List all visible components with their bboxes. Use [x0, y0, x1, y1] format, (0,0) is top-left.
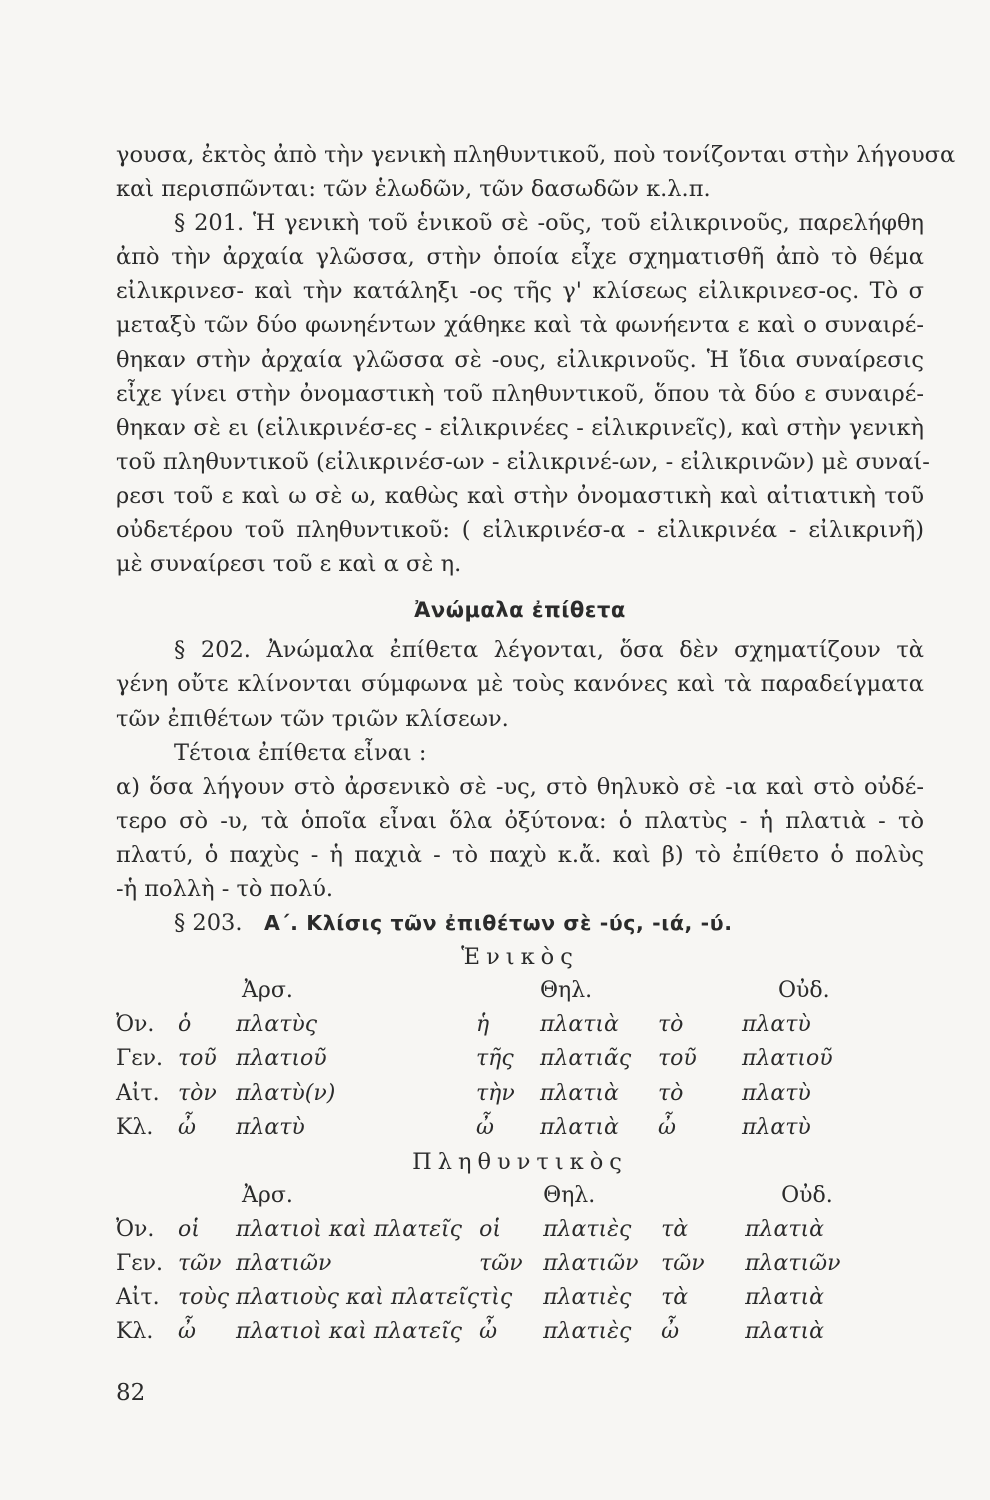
text-line: ρεσι τοῦ ε καὶ ω σὲ ω, καθὼς καὶ στὴν ὀνομαστικὴ καὶ αἰτιατικὴ τοῦ	[116, 482, 924, 509]
table-header-row	[116, 1179, 840, 1213]
text-line: μεταξὺ τῶν δύο φωνηέντων χάθηκε καὶ τὰ φωνήεντα ε καὶ ο συναιρέ-	[116, 312, 924, 339]
case-label: Ὀν.	[116, 1216, 155, 1242]
form: πλατιὲς	[543, 1319, 632, 1345]
table-header-row	[116, 974, 833, 1008]
text-line: τῶν ἐπιθέτων τῶν τριῶν κλίσεων.	[116, 705, 509, 732]
case-label: Γεν.	[116, 1251, 164, 1276]
table-row	[116, 1111, 833, 1145]
form: πλατιὰ	[540, 1012, 619, 1038]
singular-label: Ἑνικὸς	[461, 944, 579, 971]
section-202	[116, 633, 924, 906]
form: πλατιὰ	[745, 1216, 824, 1242]
article: τὸ	[658, 1012, 684, 1038]
singular-table	[116, 974, 833, 1144]
text-line: εἶχε γίνει στὴν ὀνομαστικὴ τοῦ πληθυντικοῦ, ὅπου τὰ δύο ε συναιρέ-	[116, 380, 924, 407]
form: πλατὺ	[742, 1080, 811, 1106]
case-label: Αἰτ.	[116, 1080, 160, 1106]
article: τὸν	[178, 1080, 217, 1106]
article: τοὺς	[178, 1285, 230, 1311]
form: πλατιοὶ καὶ πλατεῖς	[236, 1319, 463, 1345]
text-line: Τέτοια ἐπίθετα εἶναι :	[174, 739, 427, 766]
table-row	[116, 1008, 833, 1042]
table-row	[116, 1213, 840, 1247]
form: πλατιοὺς καὶ πλατεῖς	[236, 1285, 480, 1311]
section-title: Α΄. Κλίσις τῶν ἐπιθέτων σὲ -ύς, -ιά, -ύ.	[263, 911, 733, 936]
form: πλατιῶν	[236, 1251, 332, 1276]
feminine-header: Θηλ.	[540, 978, 593, 1004]
article: ὁ	[178, 1012, 192, 1038]
form: πλατιὰ	[540, 1080, 619, 1106]
text-line: πλατύ, ὁ παχὺς - ἡ παχιὰ - τὸ παχὺ κ.ἄ. καὶ β) τὸ ἐπίθετο ὁ πολὺς	[116, 841, 924, 868]
form: πλατὺς	[236, 1012, 318, 1038]
text-line: εἰλικρινεσ- καὶ τὴν κατάληξι -ος τῆς γ' κλίσεως εἰλικρινεσ-ος. Τὸ σ	[116, 278, 924, 305]
form: πλατιῶν	[745, 1251, 841, 1276]
text-line: μὲ συναίρεσι τοῦ ε καὶ α σὲ η.	[116, 551, 462, 578]
text-line: γουσα, ἐκτὸς ἀπὸ τὴν γενικὴ πληθυντικοῦ, ποὺ τονίζονται στὴν λήγουσα	[116, 142, 956, 168]
article: τὰ	[661, 1216, 689, 1242]
article: οἱ	[178, 1216, 200, 1242]
article: ὦ	[661, 1319, 680, 1345]
section-201	[116, 206, 930, 581]
table-row	[116, 1315, 840, 1349]
section-203-title	[116, 906, 924, 940]
form: πλατιὲς	[543, 1285, 632, 1311]
table-row	[116, 1042, 833, 1076]
case-label: Κλ.	[116, 1319, 154, 1345]
form: πλατὺ	[236, 1114, 305, 1140]
article: τῶν	[661, 1251, 705, 1276]
form: πλατὺ	[742, 1012, 811, 1038]
text-line: α) ὅσα λήγουν στὸ ἀρσενικὸ σὲ -υς, στὸ θηλυκὸ σὲ -ια καὶ στὸ οὐδέ-	[116, 773, 924, 800]
form: πλατιὰ	[540, 1114, 619, 1140]
article: τὸ	[658, 1080, 684, 1106]
case-label: Αἰτ.	[116, 1285, 160, 1311]
article: τῶν	[178, 1251, 222, 1276]
text-line: θηκαν σὲ ει (εἰλικρινέσ-ες - εἰλικρινέες - εἰλικρινεῖς), καὶ στὴν γενικὴ	[116, 414, 924, 441]
text-line: οὐδετέρου τοῦ πληθυντικοῦ: ( εἰλικρινέσ-α - εἰλικρινέα - εἰλικρινῆ)	[116, 517, 924, 544]
article: τῆς	[476, 1046, 514, 1072]
article: ὦ	[479, 1319, 498, 1345]
plural-label: Πληθυντικὸς	[412, 1148, 628, 1175]
case-label: Ὀν.	[116, 1012, 155, 1038]
text-line: -ἡ πολλὴ - τὸ πολύ.	[116, 875, 334, 902]
text-line: τοῦ πληθυντικοῦ (εἰλικρινέσ-ων - εἰλικρινέ-ων, - εἰλικρινῶν) μὲ συναί-	[116, 448, 930, 475]
article: τὴν	[476, 1080, 515, 1106]
page-number: 82	[116, 1380, 146, 1406]
paragraph-continuation	[116, 138, 956, 206]
article: τὰ	[661, 1285, 689, 1311]
plural-table	[116, 1179, 840, 1349]
text-line: § 201. Ἡ γενικὴ τοῦ ἑνικοῦ σὲ -οῦς, τοῦ εἰλικρινοῦς, παρελήφθη	[174, 210, 924, 237]
form: πλατὺ(ν)	[236, 1080, 336, 1106]
masculine-header: Ἀρσ.	[242, 1182, 293, 1208]
table-row	[116, 1247, 840, 1281]
text-line: § 202. Ἀνώμαλα ἐπίθετα λέγονται, ὅσα δὲν σχηματίζουν τὰ	[174, 637, 924, 664]
article: ὦ	[178, 1319, 196, 1345]
text-line: γένη οὔτε κλίνονται σύμφωνα μὲ τοὺς κανόνες καὶ τὰ παραδείγματα	[116, 671, 924, 698]
form: πλατιοῦ	[742, 1046, 833, 1072]
article: τοῦ	[658, 1046, 697, 1072]
table-row	[116, 1281, 840, 1315]
section-heading: Ἀνώμαλα ἐπίθετα	[414, 598, 626, 623]
article: ὦ	[178, 1114, 196, 1140]
text-line: τερο σὸ -υ, τὰ ὁποῖα εἶναι ὅλα ὀξύτονα: ὁ πλατὺς - ἡ πλατιὰ - τὸ	[116, 807, 924, 834]
masculine-header: Ἀρσ.	[242, 978, 293, 1004]
form: πλατιᾶς	[540, 1046, 632, 1072]
text-line: θηκαν στὴν ἀρχαία γλῶσσα σὲ -ους, εἰλικρινοῦς. Ἡ ἴδια συναίρεσις	[116, 346, 924, 373]
text-line: καὶ περισπῶνται: τῶν ἑλωδῶν, τῶν δασωδῶν κ.λ.π.	[116, 176, 711, 203]
case-label: Γεν.	[116, 1046, 164, 1072]
article: ἡ	[476, 1012, 490, 1038]
case-label: Κλ.	[116, 1114, 154, 1140]
section-number: § 203.	[174, 910, 243, 937]
page-body	[116, 138, 956, 1349]
article: οἱ	[479, 1216, 501, 1242]
article: ὦ	[476, 1114, 494, 1140]
table-row	[116, 1077, 833, 1111]
form: πλατιοῦ	[236, 1046, 327, 1072]
form: πλατιὰ	[745, 1319, 824, 1345]
form: πλατιοὶ καὶ πλατεῖς	[236, 1216, 463, 1242]
feminine-header: Θηλ.	[543, 1182, 596, 1208]
form: πλατιῶν	[543, 1251, 639, 1276]
neuter-header: Οὐδ.	[778, 978, 830, 1004]
article: τοῦ	[178, 1046, 217, 1072]
form: πλατὺ	[742, 1114, 811, 1140]
form: πλατιὲς	[543, 1216, 632, 1242]
article: τῶν	[479, 1251, 523, 1276]
article: τὶς	[479, 1285, 513, 1311]
form: πλατιὰ	[745, 1285, 824, 1311]
text-line: ἀπὸ τὴν ἀρχαία γλῶσσα, στὴν ὁποία εἶχε σχηματισθῆ ἀπὸ τὸ θέμα	[116, 244, 924, 271]
article: ὦ	[658, 1114, 676, 1140]
neuter-header: Οὐδ.	[781, 1182, 833, 1208]
